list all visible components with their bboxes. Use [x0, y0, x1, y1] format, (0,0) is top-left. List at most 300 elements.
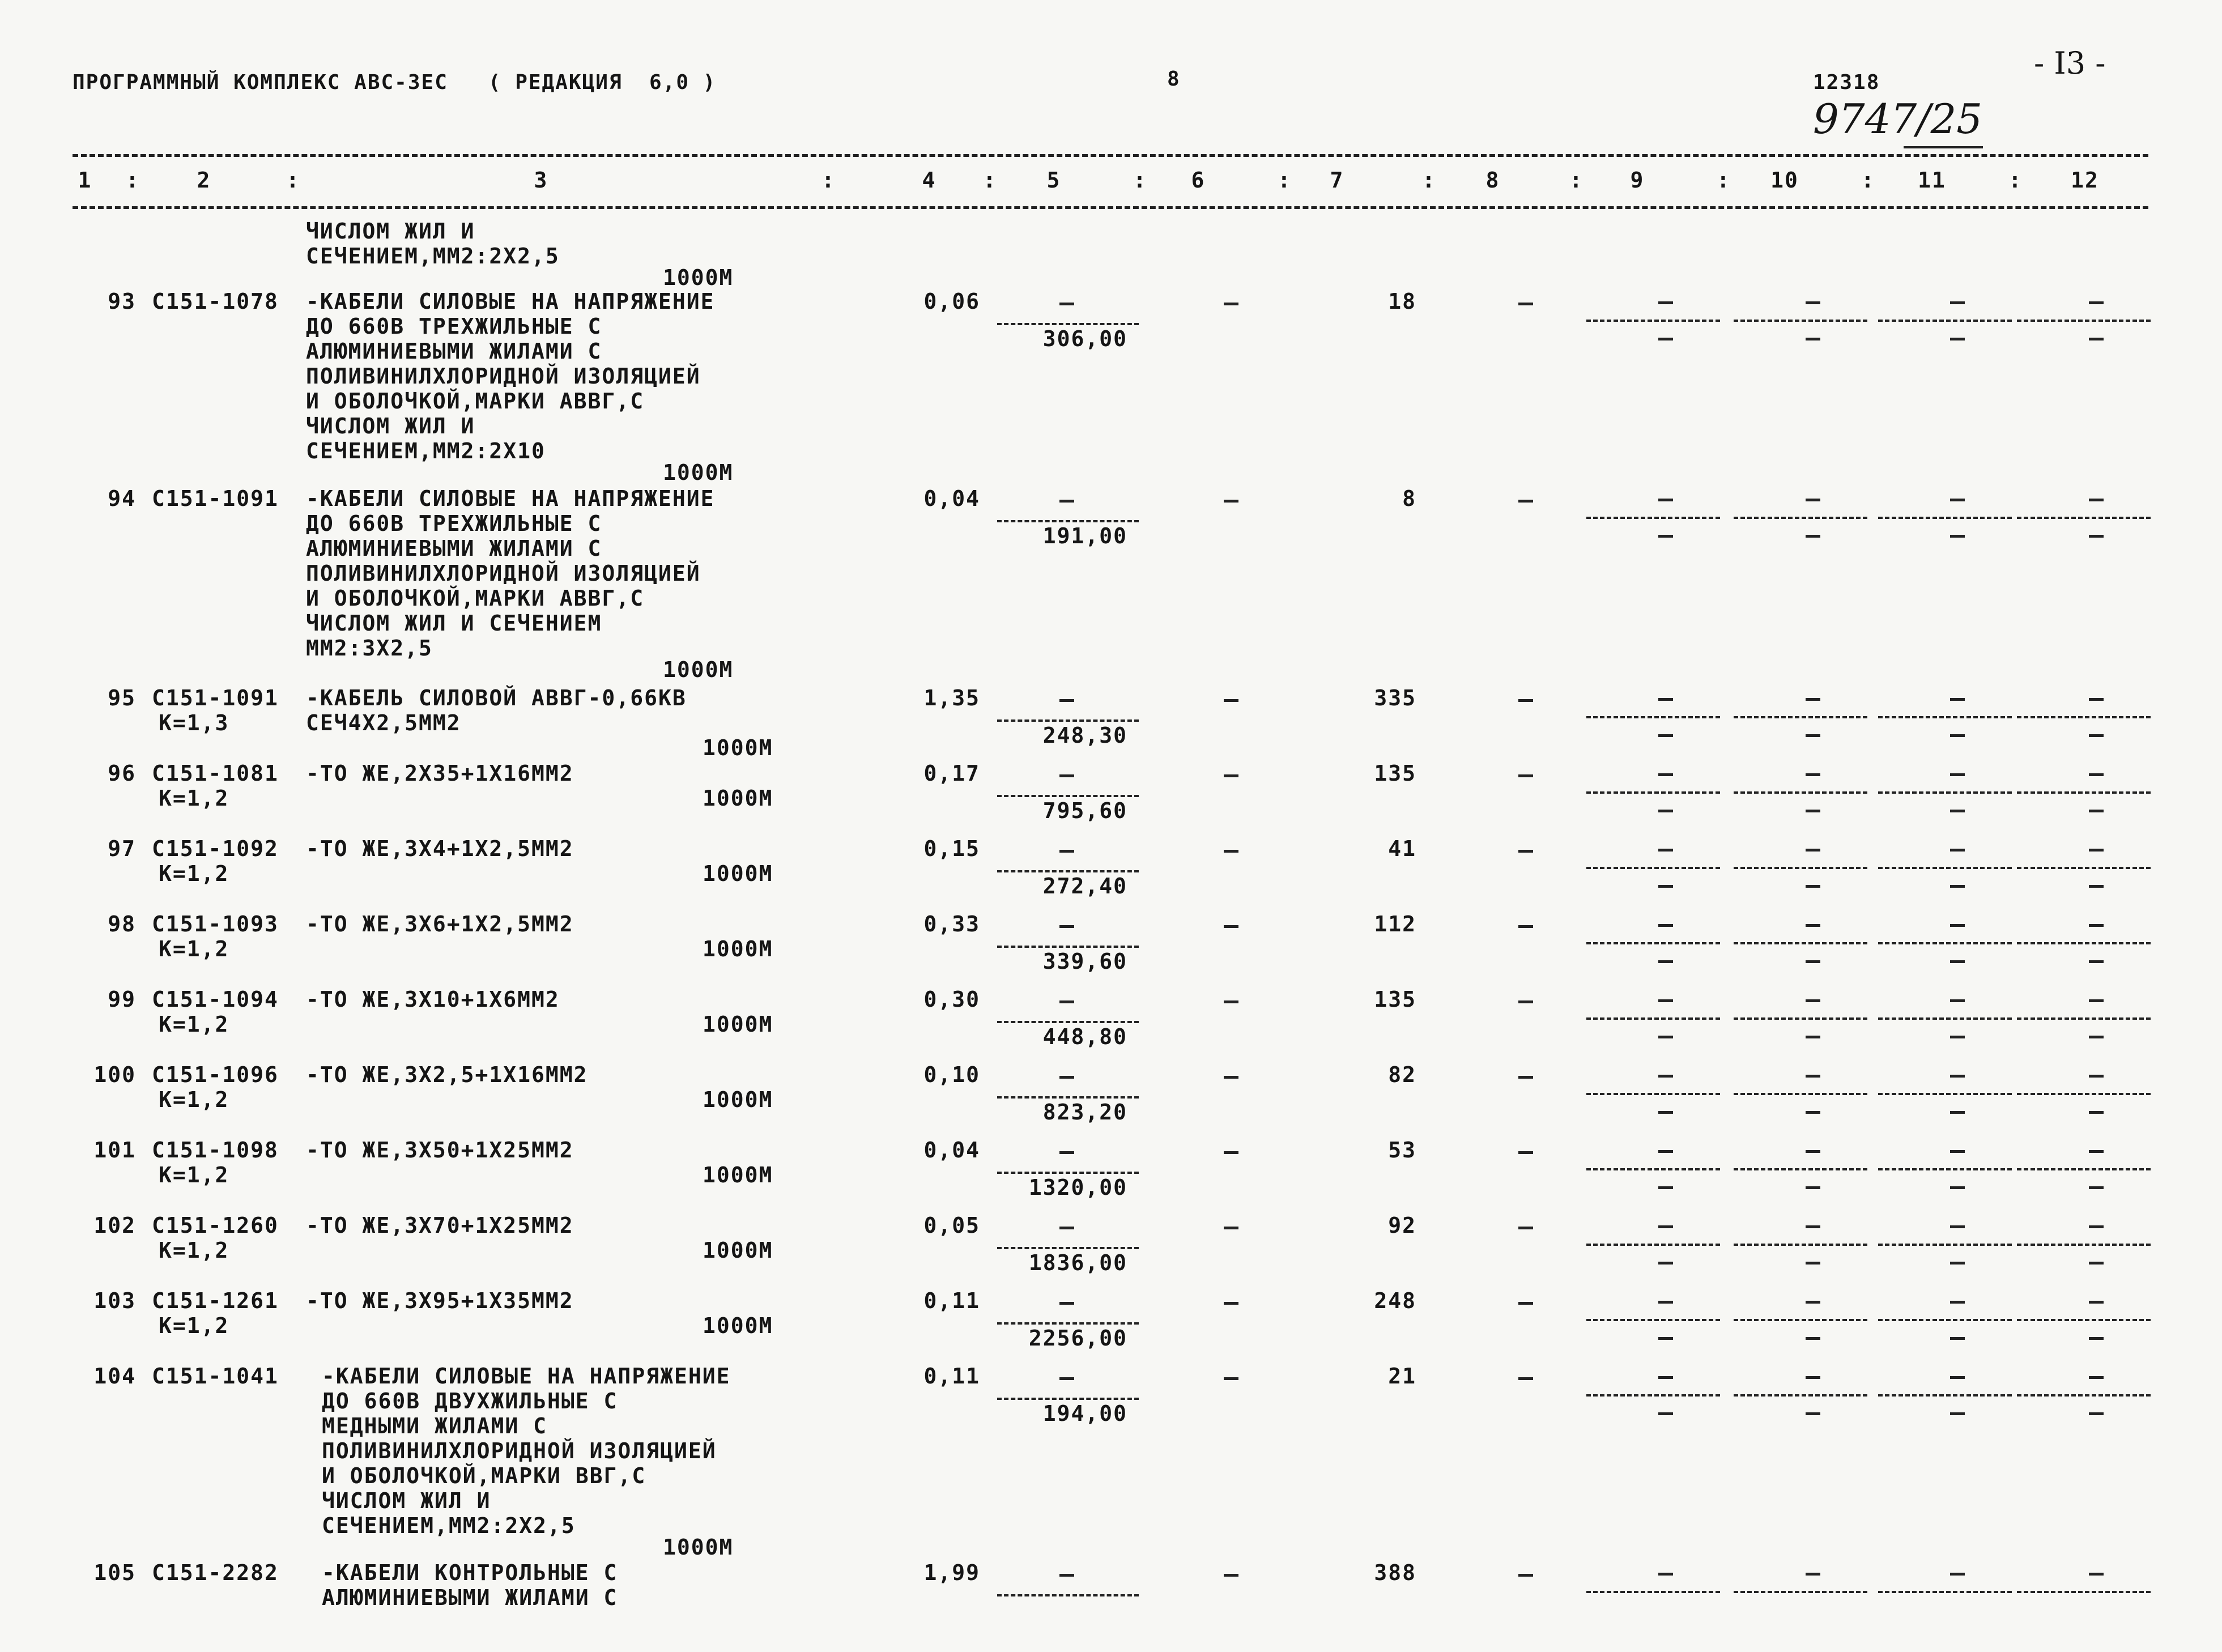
col12-fraction-line: [2017, 1093, 2151, 1095]
col9-fraction-line: [1586, 1244, 1720, 1246]
col11-fraction-line: [1878, 1394, 2012, 1396]
col11-dash-mark: [1950, 773, 1965, 776]
col11-dash-mark: [1950, 1075, 1965, 1078]
col12-dash-lower: [2089, 535, 2104, 538]
row-description-line: -КАБЕЛИ СИЛОВЫЕ НА НАПРЯЖЕНИЕ: [322, 1364, 731, 1389]
row-col7: 335: [1374, 686, 1416, 710]
col6-dash-mark: [1224, 1151, 1238, 1154]
row-col7: 8: [1402, 486, 1416, 511]
header-rule-bottom: [73, 206, 2148, 209]
column-header-6: 6: [1191, 168, 1206, 193]
col9-dash-mark: [1658, 1376, 1673, 1379]
row-col7: 135: [1374, 987, 1416, 1012]
col11-dash-mark: [1950, 999, 1965, 1002]
col10-fraction-line: [1734, 1244, 1867, 1246]
row-unit: 1000М: [663, 460, 734, 485]
col10-dash-mark: [1806, 849, 1820, 851]
col11-fraction-line: [1878, 1244, 2012, 1246]
col9-dash-lower: [1658, 734, 1673, 737]
col11-dash-mark: [1950, 499, 1965, 501]
col8-dash-mark: [1518, 1302, 1533, 1305]
row-code: С151-2282: [152, 1560, 279, 1585]
document-code: 12318: [1813, 71, 1880, 94]
col10-fraction-line: [1734, 1319, 1867, 1321]
col5-fraction-line: [997, 1096, 1139, 1099]
row-col4: 0,17: [923, 761, 980, 786]
col10-dash-lower: [1806, 1186, 1820, 1189]
col11-fraction-line: [1878, 320, 2012, 322]
column-header-2: 2: [197, 168, 211, 193]
row-number: 99: [108, 987, 136, 1012]
row-col7: 135: [1374, 761, 1416, 786]
col5-dash-mark: [1059, 500, 1074, 503]
col9-fraction-line: [1586, 320, 1720, 322]
col9-dash-lower: [1658, 960, 1673, 963]
col12-dash-lower: [2089, 734, 2104, 737]
col10-dash-lower: [1806, 810, 1820, 812]
row-col7: 92: [1388, 1213, 1416, 1238]
col9-fraction-line: [1586, 942, 1720, 944]
row-code: С151-1094: [152, 987, 279, 1012]
col5-fraction-line: [997, 1021, 1139, 1023]
col11-fraction-line: [1878, 1168, 2012, 1170]
row-description-line: ЧИСЛОМ ЖИЛ И СЕЧЕНИЕМ: [306, 611, 602, 636]
col9-dash-mark: [1658, 1301, 1673, 1304]
col10-dash-mark: [1806, 301, 1820, 304]
row-coefficient: К=1,2: [159, 1313, 229, 1338]
row-coefficient: К=1,2: [159, 1163, 229, 1187]
row-description-line: -ТО ЖЕ,3Х6+1Х2,5ММ2: [306, 912, 574, 936]
col10-fraction-line: [1734, 716, 1867, 718]
col11-fraction-line: [1878, 716, 2012, 718]
col12-dash-mark: [2089, 999, 2104, 1002]
col12-dash-mark: [2089, 1573, 2104, 1576]
col11-fraction-line: [1878, 867, 2012, 869]
col6-dash-mark: [1224, 774, 1238, 777]
col5-fraction-line: [997, 870, 1139, 872]
col10-fraction-line: [1734, 1591, 1867, 1593]
row-col4: 0,33: [923, 912, 980, 936]
col10-fraction-line: [1734, 517, 1867, 519]
col12-dash-lower: [2089, 1186, 2104, 1189]
row-description-line: МЕДНЫМИ ЖИЛАМИ С: [322, 1413, 548, 1438]
row-col4: 0,11: [923, 1364, 980, 1389]
column-header-10: 10: [1770, 168, 1799, 193]
col8-dash-mark: [1518, 1227, 1533, 1229]
col12-dash-mark: [2089, 1150, 2104, 1153]
col5-dash-mark: [1059, 1151, 1074, 1154]
col11-fraction-line: [1878, 791, 2012, 794]
col9-dash-mark: [1658, 1225, 1673, 1228]
row-description-line: ПОЛИВИНИЛХЛОРИДНОЙ ИЗОЛЯЦИЕЙ: [306, 561, 701, 586]
col8-dash-mark: [1518, 1000, 1533, 1003]
col5-dash-mark: [1059, 774, 1074, 777]
col8-dash-mark: [1518, 925, 1533, 928]
col9-dash-mark: [1658, 301, 1673, 304]
column-separator: :: [1717, 168, 1731, 193]
col8-dash-mark: [1518, 1377, 1533, 1380]
col11-dash-mark: [1950, 698, 1965, 701]
col10-fraction-line: [1734, 1394, 1867, 1396]
row-description-line: СЕЧ4Х2,5ММ2: [306, 710, 461, 735]
row-description-line: АЛЮМИНИЕВЫМИ ЖИЛАМИ С: [306, 339, 602, 364]
col9-dash-mark: [1658, 773, 1673, 776]
col9-fraction-line: [1586, 1319, 1720, 1321]
col12-dash-mark: [2089, 924, 2104, 927]
col12-fraction-line: [2017, 1394, 2151, 1396]
header-rule-top: [73, 154, 2148, 157]
col11-fraction-line: [1878, 1591, 2012, 1593]
column-separator: :: [1861, 168, 1875, 193]
col12-fraction-line: [2017, 1168, 2151, 1170]
row-number: 98: [108, 912, 136, 936]
col5-dash-mark: [1059, 1574, 1074, 1577]
column-separator: :: [1278, 168, 1292, 193]
col9-dash-lower: [1658, 1111, 1673, 1114]
col9-dash-lower: [1658, 1412, 1673, 1415]
col9-dash-mark: [1658, 1150, 1673, 1153]
col11-dash-lower: [1950, 734, 1965, 737]
col10-dash-lower: [1806, 960, 1820, 963]
col10-fraction-line: [1734, 320, 1867, 322]
row-description-line: И ОБОЛОЧКОЙ,МАРКИ ВВГ,С: [322, 1463, 646, 1488]
row-description-line: И ОБОЛОЧКОЙ,МАРКИ АВВГ,С: [306, 389, 645, 414]
row-description-line: ЧИСЛОМ ЖИЛ И: [306, 414, 475, 438]
row-unit: 1000М: [703, 735, 773, 760]
col11-dash-lower: [1950, 1036, 1965, 1038]
row-col7: 41: [1388, 836, 1416, 861]
col6-dash-mark: [1224, 500, 1238, 503]
row-unit: 1000М: [663, 1535, 734, 1560]
column-separator: :: [821, 168, 836, 193]
col11-dash-lower: [1950, 1111, 1965, 1114]
col12-dash-lower: [2089, 885, 2104, 888]
row-code: С151-1098: [152, 1138, 279, 1163]
col9-fraction-line: [1586, 867, 1720, 869]
col6-dash-mark: [1224, 1000, 1238, 1003]
row-description-line: ПОЛИВИНИЛХЛОРИДНОЙ ИЗОЛЯЦИЕЙ: [306, 364, 701, 389]
col9-dash-mark: [1658, 499, 1673, 501]
col10-dash-lower: [1806, 1337, 1820, 1340]
row-col5-value: 1836,00: [1028, 1250, 1127, 1275]
col5-dash-mark: [1059, 1302, 1074, 1305]
col11-dash-lower: [1950, 960, 1965, 963]
column-separator: :: [1133, 168, 1147, 193]
col12-dash-mark: [2089, 1225, 2104, 1228]
row-code: С151-1261: [152, 1288, 279, 1313]
row-coefficient: К=1,2: [159, 1012, 229, 1037]
col12-fraction-line: [2017, 716, 2151, 718]
row-col7: 53: [1388, 1138, 1416, 1163]
row-col5-value: 795,60: [1042, 798, 1127, 823]
row-number: 102: [93, 1213, 136, 1238]
row-unit: 1000М: [703, 1238, 773, 1263]
row-col7: 248: [1374, 1288, 1416, 1313]
handwritten-number: 9747/25: [1813, 95, 1983, 143]
row-number: 94: [108, 486, 136, 511]
col9-dash-mark: [1658, 924, 1673, 927]
column-header-3: 3: [534, 168, 548, 193]
col8-dash-mark: [1518, 500, 1533, 503]
column-header-4: 4: [922, 168, 937, 193]
col11-dash-mark: [1950, 849, 1965, 851]
col11-dash-lower: [1950, 1186, 1965, 1189]
col9-dash-mark: [1658, 849, 1673, 851]
row-description-line: ДО 660В ТРЕХЖИЛЬНЫЕ С: [306, 314, 602, 339]
row-col5-value: 306,00: [1042, 326, 1127, 351]
col12-dash-lower: [2089, 1337, 2104, 1340]
col10-fraction-line: [1734, 867, 1867, 869]
col9-fraction-line: [1586, 791, 1720, 794]
col5-fraction-line: [997, 946, 1139, 948]
row-unit: 1000М: [703, 1087, 773, 1112]
col5-dash-mark: [1059, 850, 1074, 853]
col11-fraction-line: [1878, 1093, 2012, 1095]
row-description-line: -ТО ЖЕ,3Х2,5+1Х16ММ2: [306, 1062, 588, 1087]
column-header-7: 7: [1330, 168, 1344, 193]
col10-dash-mark: [1806, 773, 1820, 776]
row-col4: 0,05: [923, 1213, 980, 1238]
row-unit: 1000М: [703, 936, 773, 961]
col10-dash-mark: [1806, 698, 1820, 701]
row-col5-value: 2256,00: [1028, 1326, 1127, 1351]
row-code: С151-1092: [152, 836, 279, 861]
col5-fraction-line: [997, 1594, 1139, 1596]
row-unit: 1000М: [663, 657, 734, 682]
col12-dash-mark: [2089, 849, 2104, 851]
col10-dash-lower: [1806, 1111, 1820, 1114]
col11-dash-mark: [1950, 1225, 1965, 1228]
row-col7: 18: [1388, 289, 1416, 314]
col12-dash-lower: [2089, 1111, 2104, 1114]
col10-dash-mark: [1806, 1075, 1820, 1078]
row-col4: 0,10: [923, 1062, 980, 1087]
row-description-line: ДО 660В ТРЕХЖИЛЬНЫЕ С: [306, 511, 602, 536]
row-description-line: -ТО ЖЕ,3Х10+1Х6ММ2: [306, 987, 560, 1012]
row-unit: 1000М: [703, 1163, 773, 1187]
col5-fraction-line: [997, 719, 1139, 722]
col10-dash-lower: [1806, 535, 1820, 538]
col5-dash-mark: [1059, 1377, 1074, 1380]
row-description-line: И ОБОЛОЧКОЙ,МАРКИ АВВГ,С: [306, 586, 645, 611]
col5-fraction-line: [997, 1247, 1139, 1249]
col6-dash-mark: [1224, 1574, 1238, 1577]
col10-dash-mark: [1806, 1376, 1820, 1379]
row-description-line: -ТО ЖЕ,3Х95+1Х35ММ2: [306, 1288, 574, 1313]
col6-dash-mark: [1224, 1227, 1238, 1229]
row-col4: 1,35: [923, 686, 980, 710]
col12-dash-lower: [2089, 1412, 2104, 1415]
row-number: 93: [108, 289, 136, 314]
row-number: 96: [108, 761, 136, 786]
row-col7: 82: [1388, 1062, 1416, 1087]
col11-fraction-line: [1878, 517, 2012, 519]
row-number: 104: [93, 1364, 136, 1389]
row-coefficient: К=1,2: [159, 786, 229, 811]
row-code: С151-1081: [152, 761, 279, 786]
col8-dash-mark: [1518, 1076, 1533, 1079]
col11-dash-lower: [1950, 810, 1965, 812]
col9-dash-mark: [1658, 999, 1673, 1002]
row-col5-value: 272,40: [1042, 874, 1127, 899]
row-description-line: -ТО ЖЕ,3Х4+1Х2,5ММ2: [306, 836, 574, 861]
col10-dash-mark: [1806, 1150, 1820, 1153]
col8-dash-mark: [1518, 850, 1533, 853]
row-coefficient: К=1,2: [159, 1087, 229, 1112]
col9-dash-lower: [1658, 885, 1673, 888]
col12-dash-mark: [2089, 1075, 2104, 1078]
col12-dash-lower: [2089, 1036, 2104, 1038]
column-separator: :: [286, 168, 300, 193]
col9-fraction-line: [1586, 1591, 1720, 1593]
col11-dash-mark: [1950, 301, 1965, 304]
col10-dash-lower: [1806, 338, 1820, 340]
row-description-line: СЕЧЕНИЕМ,ММ2:2Х10: [306, 438, 546, 463]
col6-dash-mark: [1224, 1076, 1238, 1079]
row-col5-value: 823,20: [1042, 1100, 1127, 1125]
col10-dash-mark: [1806, 499, 1820, 501]
row-code: С151-1260: [152, 1213, 279, 1238]
col12-fraction-line: [2017, 867, 2151, 869]
row-code: С151-1041: [152, 1364, 279, 1389]
col9-dash-lower: [1658, 1036, 1673, 1038]
row-description-line: ЧИСЛОМ ЖИЛ И: [306, 219, 475, 244]
row-col4: 0,06: [923, 289, 980, 314]
row-coefficient: К=1,2: [159, 861, 229, 886]
column-header-11: 11: [1918, 168, 1946, 193]
col5-dash-mark: [1059, 699, 1074, 702]
row-unit: 1000М: [703, 861, 773, 886]
row-code: С151-1091: [152, 686, 279, 710]
column-header-9: 9: [1630, 168, 1645, 193]
col9-dash-lower: [1658, 1186, 1673, 1189]
col9-dash-mark: [1658, 1573, 1673, 1576]
col12-dash-mark: [2089, 773, 2104, 776]
col5-fraction-line: [997, 323, 1139, 325]
row-unit: 1000М: [703, 1012, 773, 1037]
row-description-line: СЕЧЕНИЕМ,ММ2:2Х2,5: [322, 1513, 576, 1538]
col5-dash-mark: [1059, 1227, 1074, 1229]
col9-dash-mark: [1658, 698, 1673, 701]
col5-fraction-line: [997, 1172, 1139, 1174]
col8-dash-mark: [1518, 1574, 1533, 1577]
col9-dash-lower: [1658, 810, 1673, 812]
row-code: С151-1096: [152, 1062, 279, 1087]
col10-dash-mark: [1806, 924, 1820, 927]
row-description-line: ЧИСЛОМ ЖИЛ И: [322, 1488, 491, 1513]
column-header-8: 8: [1485, 168, 1500, 193]
col12-dash-mark: [2089, 1301, 2104, 1304]
col11-fraction-line: [1878, 1319, 2012, 1321]
row-description-line: ПОЛИВИНИЛХЛОРИДНОЙ ИЗОЛЯЦИЕЙ: [322, 1438, 717, 1463]
row-description-line: -КАБЕЛИ СИЛОВЫЕ НА НАПРЯЖЕНИЕ: [306, 289, 715, 314]
col8-dash-mark: [1518, 1151, 1533, 1154]
col5-dash-mark: [1059, 303, 1074, 305]
col6-dash-mark: [1224, 699, 1238, 702]
row-description-line: АЛЮМИНИЕВЫМИ ЖИЛАМИ С: [322, 1585, 618, 1610]
row-code: С151-1078: [152, 289, 279, 314]
row-col4: 0,30: [923, 987, 980, 1012]
row-number: 101: [93, 1138, 136, 1163]
col12-fraction-line: [2017, 1244, 2151, 1246]
col11-dash-lower: [1950, 1262, 1965, 1264]
row-description-line: ДО 660В ДВУХЖИЛЬНЫЕ С: [322, 1389, 618, 1413]
col12-dash-mark: [2089, 499, 2104, 501]
col10-dash-lower: [1806, 1036, 1820, 1038]
row-col7: 388: [1374, 1560, 1416, 1585]
col11-dash-lower: [1950, 1337, 1965, 1340]
row-col5-value: 1320,00: [1028, 1175, 1127, 1200]
col12-fraction-line: [2017, 320, 2151, 322]
column-separator: :: [1422, 168, 1436, 193]
sheet-number: 8: [1167, 67, 1181, 91]
col10-fraction-line: [1734, 1093, 1867, 1095]
row-col5-value: 248,30: [1042, 723, 1127, 748]
column-separator: :: [126, 168, 140, 193]
col6-dash-mark: [1224, 1377, 1238, 1380]
row-number: 100: [93, 1062, 136, 1087]
col11-dash-mark: [1950, 1573, 1965, 1576]
row-col4: 0,11: [923, 1288, 980, 1313]
col8-dash-mark: [1518, 774, 1533, 777]
row-coefficient: К=1,3: [159, 710, 229, 735]
col9-fraction-line: [1586, 1093, 1720, 1095]
row-col4: 0,15: [923, 836, 980, 861]
col10-fraction-line: [1734, 1168, 1867, 1170]
row-number: 95: [108, 686, 136, 710]
row-col5-value: 191,00: [1042, 523, 1127, 548]
col10-dash-mark: [1806, 1573, 1820, 1576]
col5-fraction-line: [997, 1398, 1139, 1400]
col11-dash-mark: [1950, 1301, 1965, 1304]
row-col7: 112: [1374, 912, 1416, 936]
col5-fraction-line: [997, 520, 1139, 522]
row-col4: 1,99: [923, 1560, 980, 1585]
column-separator: :: [2008, 168, 2023, 193]
row-number: 103: [93, 1288, 136, 1313]
row-coefficient: К=1,2: [159, 1238, 229, 1263]
row-col4: 0,04: [923, 486, 980, 511]
col6-dash-mark: [1224, 303, 1238, 305]
row-description-line: -КАБЕЛИ КОНТРОЛЬНЫЕ С: [322, 1560, 618, 1585]
col5-dash-mark: [1059, 1000, 1074, 1003]
row-description-line: -ТО ЖЕ,3Х50+1Х25ММ2: [306, 1138, 574, 1163]
col10-fraction-line: [1734, 791, 1867, 794]
col10-fraction-line: [1734, 1017, 1867, 1020]
col12-dash-lower: [2089, 338, 2104, 340]
col6-dash-mark: [1224, 925, 1238, 928]
col10-dash-lower: [1806, 734, 1820, 737]
row-description-line: -КАБЕЛИ СИЛОВЫЕ НА НАПРЯЖЕНИЕ: [306, 486, 715, 511]
column-header-12: 12: [2071, 168, 2099, 193]
col9-dash-lower: [1658, 338, 1673, 340]
row-col7: 21: [1388, 1364, 1416, 1389]
row-description-line: -КАБЕЛЬ СИЛОВОЙ АВВГ-0,66КВ: [306, 686, 687, 710]
col9-dash-lower: [1658, 1262, 1673, 1264]
col11-dash-mark: [1950, 1150, 1965, 1153]
col11-dash-lower: [1950, 338, 1965, 340]
col11-dash-mark: [1950, 924, 1965, 927]
row-description-line: АЛЮМИНИЕВЫМИ ЖИЛАМИ С: [306, 536, 602, 561]
col6-dash-mark: [1224, 1302, 1238, 1305]
row-number: 97: [108, 836, 136, 861]
row-unit: 1000М: [703, 1313, 773, 1338]
col11-fraction-line: [1878, 1017, 2012, 1020]
col12-dash-lower: [2089, 960, 2104, 963]
col12-fraction-line: [2017, 1319, 2151, 1321]
col12-fraction-line: [2017, 942, 2151, 944]
col11-fraction-line: [1878, 942, 2012, 944]
